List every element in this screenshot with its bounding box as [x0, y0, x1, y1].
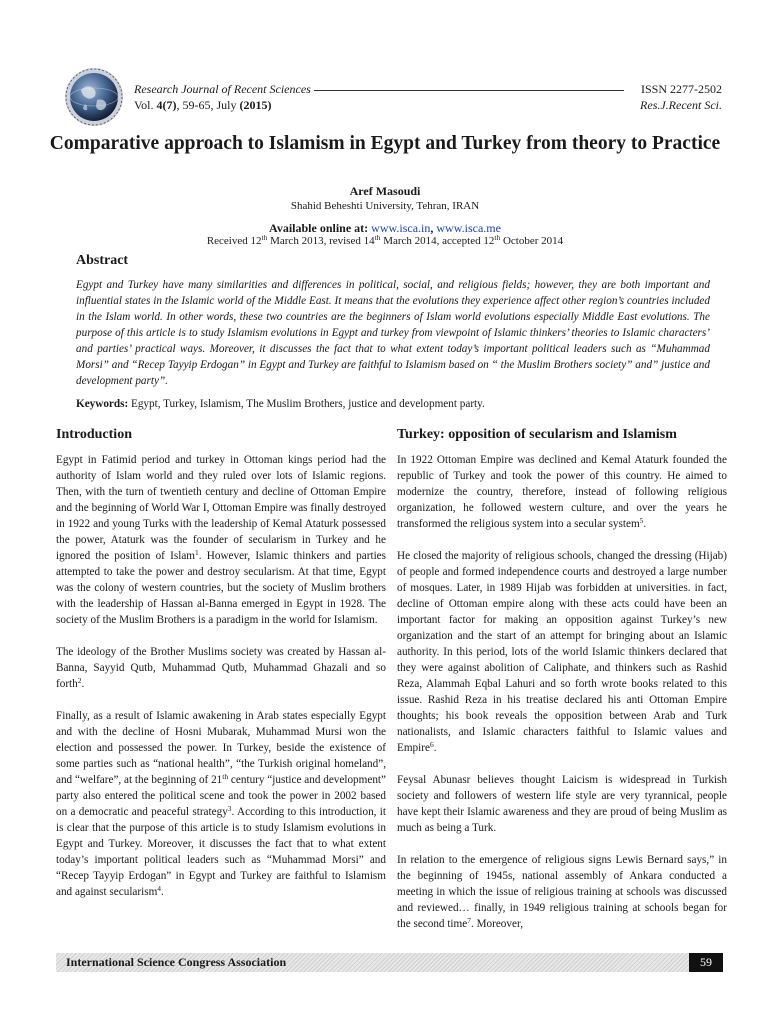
page-range: , 59-65, July [176, 98, 240, 112]
turkey-p4-text-b: . Moreover, [470, 918, 524, 930]
received-sup-1: th [261, 233, 268, 242]
author-affiliation: Shahid Beheshti University, Tehran, IRAN [290, 200, 480, 212]
introduction-heading: Introduction [56, 427, 132, 442]
turkey-p1-text-a: In 1922 Ottoman Empire was declined and Kemal Ataturk founded the republic of Turkey and took the power of this country. He aimed to modernize the country, therefore, instead of following religious organization, he followed western culture, and over the years he transformed the religious system into a secular system [397, 454, 727, 530]
citation-1: 1 [195, 548, 199, 557]
availability-label: Available online at: [269, 221, 372, 235]
citation-4: 4 [157, 884, 162, 893]
volume-prefix: Vol. [134, 98, 157, 112]
received-text-2: March 2013, revised 14 [267, 235, 375, 247]
journal-short-name: Res.J.Recent Sci. [640, 98, 722, 112]
intro-p3-text-c: . According to this introduction, it is clear that the purpose of this article is to study Islamism evolutions in Egypt and Turkey. Moreover, it discusses the fact that to what extent today’s important political leaders such as “Muhammad Morsi” and “Recep Tayyip Erdogan” in Egypt and Turkey are faithful to Islamism and against secularism [56, 806, 386, 898]
journal-logo-globe-icon [63, 66, 125, 128]
page-footer [56, 953, 723, 972]
citation-2: 2 [77, 676, 82, 685]
intro-p1-text-a: Egypt in Fatimid period and turkey in Ottoman kings period had the authority of Islam world and they ruled over lots of Islamic regions. Then, with the turn of twentieth century and decline of Ottoman Empire and the beginning of World War I, Ottoman Empire was finally destroyed in 1922 and young Turks with the leadership of Kemal Ataturk possessed the power, Ataturk was the founder of secularism in Turkey and he ignored the position of Islam [56, 454, 386, 562]
issn: ISSN 2277-2502 [640, 82, 722, 96]
turkey-p4-text-a: In relation to the emergence of religious signs Lewis Bernard says,” in the beginning of 1945s, national assembly of Ankara conducted a meeting in which the issue of religious training at schools was discussed and reviewed… finally, in 1949 religious training at schools began for the second time [397, 854, 727, 930]
introduction-paragraph-3 [56, 708, 386, 900]
intro-p3-text-b: century “justice and development” party also entered the political scene and took the power in 2002 based on a democratic and peaceful strategy [56, 774, 386, 818]
page-number: 59 [689, 953, 723, 972]
introduction-paragraph-1 [56, 452, 386, 628]
turkey-column [397, 427, 727, 948]
availability-separator: , [430, 221, 437, 235]
turkey-paragraph-2 [397, 548, 727, 756]
availability-line [0, 221, 770, 236]
superscript-th: th [222, 772, 229, 781]
turkey-p1-text-b: . [643, 518, 647, 530]
isca-in-link[interactable]: www.isca.in [371, 221, 431, 235]
turkey-heading: Turkey: opposition of secularism and Islamism [397, 427, 677, 442]
citation-5: 5 [639, 516, 644, 525]
intro-p2-text-a: The ideology of the Brother Muslims society was created by Hassan al-Banna, Sayyid Qutb, Muhammad Qutb, Muhammad Ghazali and so forth [56, 646, 386, 690]
intro-p1-text-b: . However, Islamic thinkers and parties attempted to take the power and destroy secularism. At that time, Egypt was the colony of western countries, but the society of Muslim brothers with the leadership of Hassan al-Banna emerged in Egypt in 1928. The society of the Muslim Brothers is a paradigm in the world for Islamism. [56, 550, 386, 626]
journal-name: Research Journal of Recent Sciences [134, 82, 311, 96]
footer-association: International Science Congress Association [66, 955, 287, 969]
author-name: Aref Masoudi [349, 184, 421, 198]
introduction-column [56, 427, 386, 916]
received-text-3: March 2014, accepted 12 [380, 235, 495, 247]
received-sup-2: th [374, 233, 381, 242]
received-sup-3: th [494, 233, 501, 242]
turkey-p2-text-b: . [433, 742, 437, 754]
received-text-1: Received 12 [206, 235, 262, 247]
intro-p3-text-d: . [161, 886, 164, 898]
citation-7: 7 [467, 916, 471, 925]
citation-6: 6 [429, 740, 434, 749]
citation-3: 3 [227, 804, 232, 813]
turkey-paragraph-1 [397, 452, 727, 532]
received-dates [0, 235, 770, 247]
received-text-4: October 2014 [500, 235, 564, 247]
header-rule [314, 90, 624, 91]
publication-year: (2015) [239, 98, 272, 112]
introduction-paragraph-2 [56, 644, 386, 692]
keywords-label: Keywords: [76, 398, 131, 410]
keywords-line [76, 398, 716, 410]
abstract-text: Egypt and Turkey have many similarities and differences in political, social, and religious fields; however, they are both important and influential states in the Islamic world of the Middle East. It means that the evolutions they experience affect other region’s countries included in the Islam world. In other words, these two countries are the beginners of Islam world evolutions especially Middle East evolutions. The purpose of this article is to study Islamism evolutions in Egypt and turkey from viewpoint of Islamic thinkers’ theories to Islamic characters’ and parties’ practical ways. Moreover, it discusses the fact that to what extent today’s important political leaders such as “Muhammad Morsi” and “Recep Tayyip Erdogan” in Egypt and Turkey are faithful to Islamism based on “ the Muslim Brothers society” and” justice and development party”. [76, 279, 710, 387]
abstract-heading: Abstract [76, 253, 129, 268]
turkey-p2-text-a: He closed the majority of religious schools, changed the dressing (Hijab) of people and formed independence courts and destroyed a large number of mosques. Later, in 1989 Hijab was forbidden at universities. in fact, decline of Ottoman empire along with these acts could have been an important factor for making an opposition against Turkey’s new organization and the start of an attempt for bringing about an Islamic authority. In this period, lots of the world Islamic thinkers declared that they were against abolition of Caliphate, and thinkers such as Rashid Reza, Alammah Eqbal Lahuri and so forth wrote books related to this issue. Rashid Reza in his treatise declared his anti Ottoman Empire thoughts; his book reveals the opposition between Arab and Turk nationalists, and Islamic characters faithful to Islamic values and Empire [397, 550, 727, 754]
journal-header [134, 81, 634, 113]
turkey-paragraph-4 [397, 852, 727, 932]
intro-p2-text-b: . [81, 678, 85, 690]
intro-p3-text-a: Finally, as a result of Islamic awakening in Arab states especially Egypt and with the decline of Hosni Mubarak, Muhammad Mursi won the election and possessed the power. In Turkey, beside the existence of some parties such as “national health”, “the Turkish original homeland”, and “welfare”, at the beginning of 21 [56, 710, 386, 786]
paper-title: Comparative approach to Islamism in Egypt and Turkey from theory to Practice [49, 133, 721, 154]
turkey-paragraph-3: Feysal Abunasr believes thought Laicism is widespread in Turkish society and followers of western life style are very tyrannical, people have kept their Islamic awareness and they are proud of being Muslim as much as being a Turk. [397, 774, 727, 834]
volume-number: 4(7) [156, 98, 177, 112]
keywords-text: Egypt, Turkey, Islamism, The Muslim Brothers, justice and development party. [131, 398, 485, 410]
journal-issn-block [600, 81, 722, 113]
isca-me-link[interactable]: www.isca.me [436, 221, 501, 235]
